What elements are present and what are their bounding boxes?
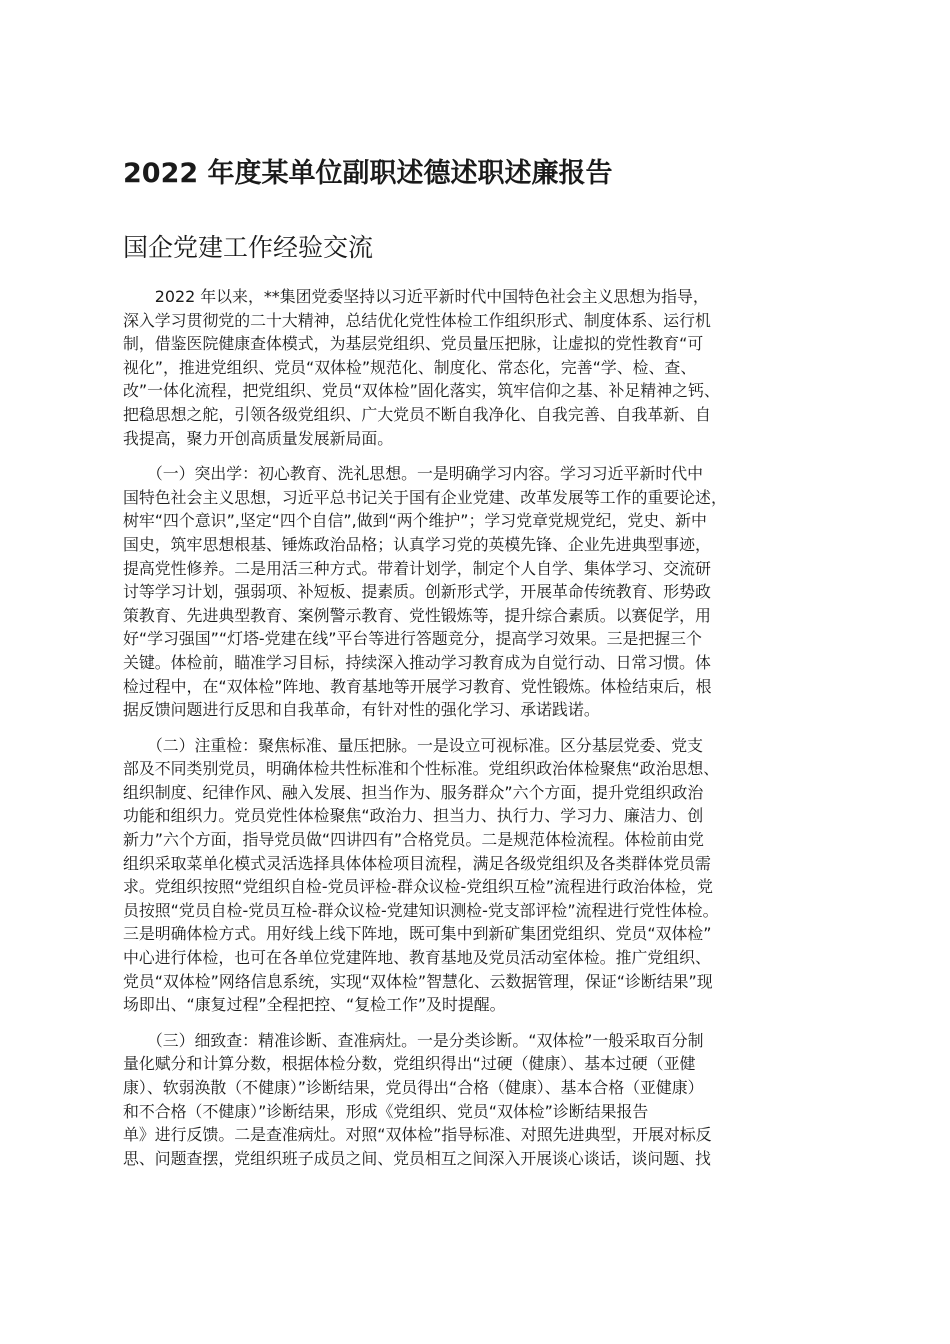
paragraph-line: 单》进行反馈。二是查准病灶。对照“双体检”指导标准、对照先进典型，开展对标反 [123,1125,712,1145]
paragraph-line: 2022 年以来，**集团党委坚持以习近平新时代中国特色社会主义思想为指导， [123,287,709,306]
paragraph-line: 讨等学习计划，强弱项、补短板、提素质。创新形式学，开展革命传统教育、形势政 [123,582,711,602]
paragraph-line: 思、问题查摆，党组织班子成员之间、党员相互之间深入开展谈心谈话，谈问题、找 [123,1148,711,1168]
paragraph-line: 组织采取菜单化模式灵活选择具体体检项目流程，满足各级党组织及各类群体党员需 [123,853,711,873]
paragraph-line: 关键。体检前，瞄准学习目标，持续深入推动学习教育成为自觉行动、日常习惯。体 [123,652,711,672]
paragraph-line: 国史，筑牢思想根基、锤炼政治品格；认真学习党的英模先锋、企业先进典型事迹， [123,534,711,554]
paragraph-line: 检过程中，在“双体检”阵地、教育基地等开展学习教育、党性锻炼。体检结束后，根 [123,676,712,696]
paragraph-line: （三）细致查：精准诊断、查准病灶。一是分类诊断。“双体检”一般采取百分制 [123,1030,704,1050]
paragraph-line: 树牢“四个意识”,坚定“四个自信”,做到“两个维护”；学习党章党规党纪，党史、新中 [123,511,707,531]
paragraph-line: 党员“双体检”网络信息系统，实现“双体检”智慧化、云数据管理，保证“诊断结果”现 [123,971,713,991]
paragraph [123,1029,829,1171]
paragraph-line: 制，借鉴医院健康查体模式，为基层党组织、党员量压把脉，让虚拟的党性教育“可 [123,334,704,354]
paragraph-line: 好“学习强国”“灯塔-党建在线”平台等进行答题竞分，提高学习效果。三是把握三个 [123,629,702,649]
paragraph-line: 提高党性修养。二是用活三种方式。带着计划学，制定个人自学、集体学习、交流研 [123,558,711,578]
paragraph-line: 量化赋分和计算分数，根据体检分数，党组织得出“过硬（健康）、基本过硬（亚健 [123,1054,696,1074]
paragraph-line: 新力”六个方面，指导党员做“四讲四有”合格党员。二是规范体检流程。体检前由党 [123,830,704,850]
paragraph-line: 和不合格（不健康）”诊断结果，形成《党组织、党员“双体检”诊断结果报告 [123,1101,649,1121]
paragraph-line: 功能和组织力。党员党性体检聚焦“政治力、担当力、执行力、学习力、廉洁力、创 [123,806,704,826]
paragraph-line: 组织制度、纪律作风、融入发展、担当作为、服务群众”六个方面，提升党组织政治 [123,782,704,802]
document-title: 2022 年度某单位副职述德述职述廉报告 [123,158,613,189]
document-subtitle: 国企党建工作经验交流 [123,233,374,262]
paragraph-line: 我提高，聚力开创高质量发展新局面。 [123,428,394,448]
paragraph-line: 三是明确体检方式。用好线上线下阵地，既可集中到新矿集团党组织、党员“双体检” [123,924,712,944]
paragraph-line: 深入学习贯彻党的二十大精神，总结优化党性体检工作组织形式、制度体系、运行机 [123,310,711,330]
paragraph-line: 员按照“党员自检-党员互检-群众议检-党建知识测检-党支部评检”流程进行党性体检。 [123,900,719,920]
paragraph-line: （二）注重检：聚焦标准、量压把脉。一是设立可视标准。区分基层党委、党支 [123,735,704,755]
paragraph [123,285,829,450]
paragraph [123,734,829,1017]
paragraph-line: 把稳思想之舵，引领各级党组织、广大党员不断自我净化、自我完善、自我革新、自 [123,404,711,424]
paragraph-line: 据反馈问题进行反思和自我革命，有针对性的强化学习、承诺践诺。 [123,700,600,720]
paragraph-line: 视化”，推进党组织、党员“双体检”规范化、制度化、常态化，完善“学、检、查、 [123,357,697,377]
paragraph-line: 部及不同类别党员，明确体检共性标准和个性标准。党组织政治体检聚焦“政治思想、 [123,759,720,779]
paragraph-line: 改”一体化流程，把党组织、党员“双体检”固化落实，筑牢信仰之基、补足精神之钙、 [123,381,720,401]
paragraph-line: 场即出、“康复过程”全程把控、“复检工作”及时提醒。 [123,995,506,1015]
document-body [123,285,829,1182]
paragraph-line: （一）突出学：初心教育、洗礼思想。一是明确学习内容。学习习近平新时代中 [123,464,704,484]
paragraph-line: 策教育、先进典型教育、案例警示教育、党性锻炼等，提升综合素质。以赛促学，用 [123,605,711,625]
paragraph [123,462,829,722]
paragraph-line: 中心进行体检，也可在各单位党建阵地、教育基地及党员活动室体检。推广党组织、 [123,948,711,968]
paragraph-line: 国特色社会主义思想，习近平总书记关于国有企业党建、改革发展等工作的重要论述， [123,487,727,507]
paragraph-line: 康）、软弱涣散（不健康）”诊断结果，党员得出“合格（健康）、基本合格（亚健康） [123,1078,704,1097]
paragraph-line: 求。党组织按照“党组织自检-党员评检-群众议检-党组织互检”流程进行政治体检，党 [123,877,713,897]
